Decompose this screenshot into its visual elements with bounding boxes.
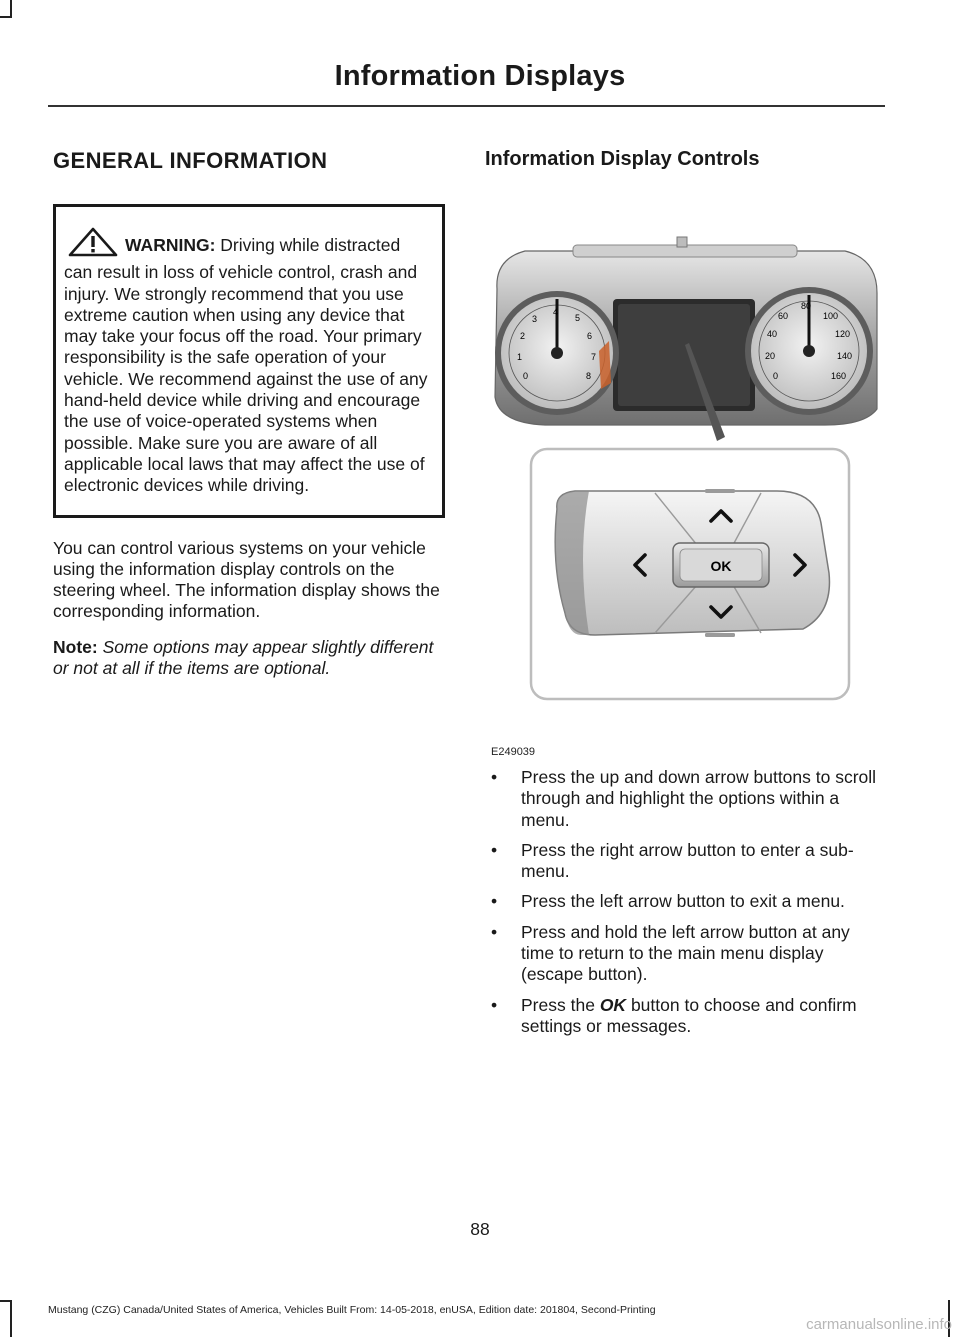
page-header-title: Information Displays bbox=[334, 60, 626, 92]
watermark-text: carmanualsonline.info bbox=[806, 1316, 952, 1333]
left-column bbox=[53, 148, 445, 679]
subsection-heading: Information Display Controls bbox=[485, 148, 760, 170]
speedo-label: 80 bbox=[801, 301, 812, 311]
tach-label: 1 bbox=[517, 352, 523, 362]
ok-button bbox=[673, 543, 769, 587]
speedo-label: 140 bbox=[837, 351, 853, 361]
bullet-icon: • bbox=[491, 921, 498, 942]
list-item bbox=[485, 767, 885, 831]
list-item bbox=[485, 922, 885, 986]
body-paragraph: You can control various systems on your vehicle using the information display controls on the steering wheel. The information display shows the corresponding information. bbox=[53, 537, 440, 622]
crop-mark bbox=[0, 1300, 12, 1302]
speedo-label: 120 bbox=[835, 329, 851, 339]
warning-triangle-icon bbox=[67, 227, 119, 262]
note bbox=[53, 637, 445, 680]
page-number: 88 bbox=[470, 1219, 490, 1239]
bullet-icon: • bbox=[491, 767, 498, 787]
speedo-label: 0 bbox=[773, 371, 779, 381]
list-item-text: Press and hold the left arrow button at any time to return to the main menu display (escape button). bbox=[521, 921, 850, 985]
list-item-text: Press the up and down arrow buttons to scroll through and highlight the options within a menu. bbox=[521, 767, 877, 830]
list-item-text-post: button to choose and confirm settings or messages. bbox=[521, 994, 857, 1036]
ok-inline-label: OK bbox=[599, 994, 627, 1015]
right-column bbox=[485, 148, 885, 1036]
crop-mark bbox=[10, 1300, 12, 1337]
tach-label: 8 bbox=[586, 371, 592, 381]
warning-box bbox=[53, 204, 445, 518]
speedo-label: 40 bbox=[767, 329, 778, 339]
speedo-label: 160 bbox=[831, 371, 847, 381]
tach-label: 6 bbox=[587, 331, 593, 341]
tach-label: 3 bbox=[532, 314, 538, 324]
speedo-label: 100 bbox=[823, 311, 839, 321]
warning-label: WARNING: bbox=[125, 235, 216, 255]
note-label: Note: bbox=[53, 636, 98, 657]
speedo-label: 60 bbox=[778, 311, 789, 321]
footer-text: Mustang (CZG) Canada/United States of America, Vehicles Built From: 14-05-2018, enUSA, Edition date: 201804, Second-Printing bbox=[48, 1304, 656, 1316]
note-text: Some options may appear slightly different or not at all if the items are optional. bbox=[53, 636, 434, 679]
instrument-cluster-figure bbox=[485, 193, 885, 1036]
tach-label: 2 bbox=[520, 331, 526, 341]
bullet-icon: • bbox=[491, 994, 498, 1015]
list-item-text: Press the right arrow button to enter a sub-menu. bbox=[521, 839, 854, 882]
bullet-icon: • bbox=[491, 839, 498, 860]
list-item bbox=[485, 840, 885, 883]
instruction-list bbox=[485, 767, 885, 1046]
crop-mark bbox=[0, 16, 12, 18]
speedo-label: 20 bbox=[765, 351, 776, 361]
tachometer-gauge bbox=[495, 291, 619, 415]
list-item bbox=[485, 891, 885, 912]
tach-label: 5 bbox=[575, 313, 581, 323]
list-item-text: Press the left arrow button to exit a menu. bbox=[521, 891, 845, 912]
header-divider bbox=[48, 105, 885, 107]
tach-label: 0 bbox=[523, 371, 529, 381]
list-item-text-pre: Press the bbox=[521, 994, 595, 1015]
figure-id: E249039 bbox=[491, 746, 536, 758]
list-item bbox=[485, 995, 885, 1038]
figure-illustration bbox=[485, 193, 885, 733]
bullet-icon: • bbox=[491, 891, 498, 912]
section-heading: GENERAL INFORMATION bbox=[53, 148, 328, 173]
ok-button-label: OK bbox=[710, 558, 732, 574]
tach-label: 4 bbox=[553, 307, 559, 317]
tach-label: 7 bbox=[591, 352, 597, 362]
warning-text: Driving while distracted can result in loss of vehicle control, crash and injury. We strongly recommend that you use extreme caution when using any device that may take your focus off the road. Your primary responsibility is the safe operation of your vehicle. We recommend against the use of any hand-held device while driving and encourage the use of voice-operated systems when possible. Make sure you are aware of all applicable local laws that may affect the use of electronic devices while driving. bbox=[64, 235, 428, 496]
speedometer-gauge bbox=[745, 287, 873, 415]
